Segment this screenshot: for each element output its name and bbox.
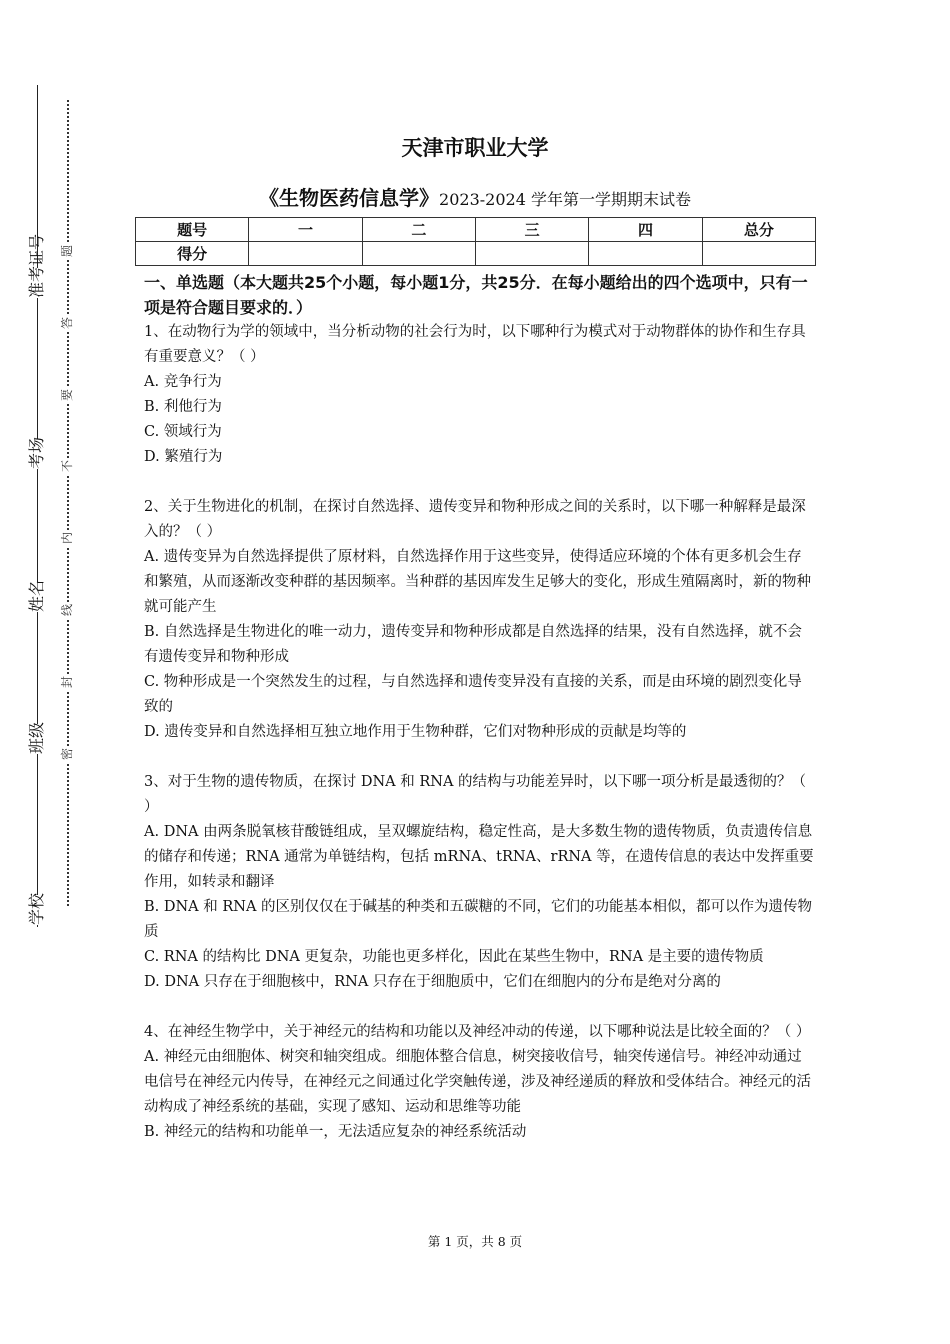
seal-char: 封 xyxy=(60,676,74,689)
seal-char: 不 xyxy=(60,460,74,473)
score-table xyxy=(135,217,816,266)
option-b: B. DNA 和 RNA 的区别仅仅在于碱基的种类和五碳糖的不同，它们的功能基本相似，都可以作为遗传物质 xyxy=(144,899,813,940)
margin-label-school: 学校 xyxy=(27,892,46,925)
margin-label-exam-room: 考场 xyxy=(27,436,46,469)
score-cell: 得分 xyxy=(136,242,249,266)
question-stem: 2、关于生物进化的机制，在探讨自然选择、遗传变异和物种形成之间的关系时，以下哪一种解释是最深入的？（ ） xyxy=(144,499,806,540)
exam-subtitle xyxy=(0,182,950,211)
exam-content xyxy=(144,270,816,1145)
university-title: 天津市职业大学 xyxy=(401,136,549,160)
option-c: C. 领域行为 xyxy=(144,424,222,440)
seal-char: 密 xyxy=(60,748,74,761)
score-cell: 一 xyxy=(249,218,362,242)
binding-dotted-line xyxy=(67,100,69,906)
option-b: B. 神经元的结构和功能单一，无法适应复杂的神经系统活动 xyxy=(144,1124,527,1140)
seal-char: 答 xyxy=(60,317,74,330)
seal-char: 线 xyxy=(60,604,74,617)
score-table-score-row xyxy=(136,242,816,266)
option-a: A. 遗传变异为自然选择提供了原材料，自然选择作用于这些变异，使得适应环境的个体有更多机会生存和繁殖，从而逐渐改变种群的基因频率。当种群的基因库发生足够大的变化，形成生殖隔离时，新的物种就可能产生 xyxy=(144,549,811,615)
question-1 xyxy=(144,320,816,470)
seal-char: 题 xyxy=(60,245,74,258)
page-footer: 第 1 页，共 8 页 xyxy=(427,1234,523,1249)
option-d: D. 遗传变异和自然选择相互独立地作用于生物种群，它们对物种形成的贡献是均等的 xyxy=(144,724,687,740)
option-b: B. 自然选择是生物进化的唯一动力，遗传变异和物种形成都是自然选择的结果，没有自然选择，就不会有遗传变异和物种形成 xyxy=(144,624,802,665)
score-cell: 三 xyxy=(475,218,588,242)
course-name: 《生物医药信息学》 xyxy=(259,186,440,210)
option-d: D. DNA 只存在于细胞核中，RNA 只存在于细胞质中，它们在细胞内的分布是绝对分离的 xyxy=(144,974,721,990)
option-a: A. 竞争行为 xyxy=(144,374,222,390)
score-input-cell[interactable] xyxy=(475,242,588,266)
binding-solid-line xyxy=(37,85,38,927)
score-cell: 总分 xyxy=(702,218,815,242)
spacer xyxy=(144,995,816,1020)
seal-char: 内 xyxy=(60,532,74,545)
option-c: C. RNA 的结构比 DNA 更复杂，功能也更多样化，因此在某些生物中，RNA 是主要的遗传物质 xyxy=(144,949,764,965)
spacer xyxy=(144,745,816,770)
question-stem: 4、在神经生物学中，关于神经元的结构和功能以及神经冲动的传递，以下哪种说法是比较全面的？（ ） xyxy=(144,1024,811,1040)
question-stem: 3、对于生物的遗传物质，在探讨 DNA 和 RNA 的结构与功能差异时，以下哪一项分析是最透彻的？（ ） xyxy=(144,774,807,815)
score-input-cell[interactable] xyxy=(589,242,702,266)
question-2 xyxy=(144,495,816,745)
question-stem: 1、在动物行为学的领域中，当分析动物的社会行为时，以下哪种行为模式对于动物群体的协作和生存具有重要意义？（ ） xyxy=(144,324,806,365)
margin-label-class: 班级 xyxy=(27,721,46,754)
option-c: C. 物种形成是一个突然发生的过程，与自然选择和遗传变异没有直接的关系，而是由环境的剧烈变化导致的 xyxy=(144,674,802,715)
margin-label-name: 姓名 xyxy=(27,579,46,612)
question-4 xyxy=(144,1020,816,1145)
score-table-header-row xyxy=(136,218,816,242)
term-label: 2023-2024 学年第一学期期末试卷 xyxy=(439,190,691,209)
seal-char: 要 xyxy=(60,389,74,402)
margin-label-exam-number: 准考证号 xyxy=(27,233,46,298)
score-input-cell[interactable] xyxy=(362,242,475,266)
option-a: A. 神经元由细胞体、树突和轴突组成。细胞体整合信息，树突接收信号，轴突传递信号。神经冲动通过电信号在神经元内传导，在神经元之间通过化学突触传递，涉及神经递质的释放和受体结合。神经元的活动构成了神经系统的基础，实现了感知、运动和思维等功能 xyxy=(144,1049,811,1115)
section-heading: 一、单选题（本大题共25个小题，每小题1分，共25分．在每小题给出的四个选项中，只有一项是符合题目要求的．） xyxy=(144,273,808,317)
question-3 xyxy=(144,770,816,995)
option-d: D. 繁殖行为 xyxy=(144,449,223,465)
spacer xyxy=(144,470,816,495)
score-cell: 四 xyxy=(589,218,702,242)
score-input-cell[interactable] xyxy=(702,242,815,266)
option-b: B. 利他行为 xyxy=(144,399,222,415)
score-cell: 二 xyxy=(362,218,475,242)
option-a: A. DNA 由两条脱氧核苷酸链组成，呈双螺旋结构，稳定性高，是大多数生物的遗传物质，负责遗传信息的储存和传递；RNA 通常为单链结构，包括 mRNA、tRNA、rRNA 等，在遗传信息的表达中发挥重要作用，如转录和翻译 xyxy=(144,824,814,890)
score-input-cell[interactable] xyxy=(249,242,362,266)
score-cell: 题号 xyxy=(136,218,249,242)
